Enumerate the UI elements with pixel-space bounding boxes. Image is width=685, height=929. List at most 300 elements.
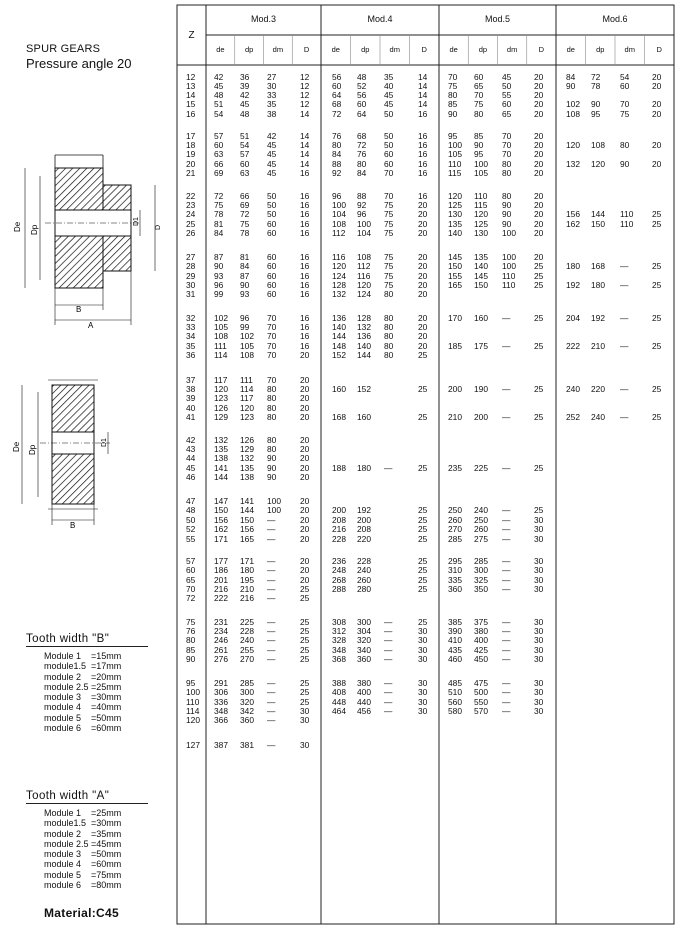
mod4-cell: 152 xyxy=(357,384,371,394)
mod6-cell: 95 xyxy=(591,109,601,119)
mod6-cell: 108 xyxy=(566,109,580,119)
mod6-cell: 80 xyxy=(620,140,630,150)
mod3-cell: 300 xyxy=(240,687,254,697)
mod5-cell: 70 xyxy=(448,72,458,82)
mod3-cell: 25 xyxy=(300,635,310,645)
mod4-cell: 68 xyxy=(357,131,367,141)
mod5-cell: 150 xyxy=(448,261,462,271)
mod4-cell: 16 xyxy=(418,191,428,201)
mod3-cell: — xyxy=(267,524,276,534)
mod5-cell: 20 xyxy=(534,109,544,119)
mod4-cell: 160 xyxy=(332,384,346,394)
mod3-cell: 45 xyxy=(267,159,277,169)
mod4-cell: 112 xyxy=(332,228,346,238)
d1-label-lower: D1 xyxy=(101,438,108,447)
mod3-cell: 342 xyxy=(240,706,254,716)
mod5-cell: 450 xyxy=(474,654,488,664)
mod3-cell: 129 xyxy=(214,412,228,422)
tooth-width-value: =25mm xyxy=(91,808,122,818)
mod6-cell: 252 xyxy=(566,412,580,422)
mod3-cell: 60 xyxy=(214,140,224,150)
tooth-width-value: =45mm xyxy=(91,838,122,849)
mod6-cell: 70 xyxy=(620,99,630,109)
mod5-cell: 30 xyxy=(534,687,544,697)
mod3-cell: 25 xyxy=(300,678,310,688)
mod3-cell: 45 xyxy=(214,81,224,91)
z-value: 40 xyxy=(186,403,196,413)
mod4-cell: 16 xyxy=(418,149,428,159)
z-value: 20 xyxy=(186,159,196,169)
mod5-cell: 295 xyxy=(448,556,462,566)
mod4-cell: 25 xyxy=(418,524,428,534)
mod3-cell: 117 xyxy=(240,393,254,403)
mod4-cell: 104 xyxy=(357,228,371,238)
mod5-cell: 200 xyxy=(448,384,462,394)
mod5-cell: 20 xyxy=(534,131,544,141)
mod3-cell: — xyxy=(267,617,276,627)
mod3-cell: 108 xyxy=(214,331,228,341)
mod4-cell: 92 xyxy=(332,168,342,178)
mod5-cell: — xyxy=(502,524,511,534)
tooth-width-value: =40mm xyxy=(91,702,122,713)
mod3-cell: 320 xyxy=(240,697,254,707)
mod5-cell: — xyxy=(502,678,511,688)
mod3-cell: 20 xyxy=(300,575,310,585)
mod5-cell: 115 xyxy=(448,168,462,178)
z-value: 26 xyxy=(186,228,196,238)
b-label-upper: B xyxy=(76,305,82,314)
mod3-cell: 114 xyxy=(240,384,254,394)
mod3-cell: 20 xyxy=(300,515,310,525)
mod4-cell: 192 xyxy=(357,505,371,515)
mod4-cell: 180 xyxy=(357,463,371,473)
z-value: 22 xyxy=(186,191,196,201)
mod5-cell: 70 xyxy=(502,149,512,159)
mod4-cell: 80 xyxy=(384,350,394,360)
d1-label: D1 xyxy=(133,217,140,226)
mod5-cell: 30 xyxy=(534,706,544,716)
mod3-cell: 261 xyxy=(214,645,228,655)
mod3-cell: 123 xyxy=(240,412,254,422)
mod3-cell: 12 xyxy=(300,99,310,109)
mod4-cell: 25 xyxy=(418,412,428,422)
mod4-cell: 168 xyxy=(332,412,346,422)
mod5-cell: 75 xyxy=(474,99,484,109)
mod4-cell: 360 xyxy=(357,654,371,664)
mod3-cell: 138 xyxy=(214,453,228,463)
mod3-cell: 381 xyxy=(240,740,254,750)
z-value: 19 xyxy=(186,149,196,159)
mod5-cell: 95 xyxy=(474,149,484,159)
mod6-cell: 192 xyxy=(591,313,605,323)
mod3-cell: 60 xyxy=(267,261,277,271)
mod5-cell: 85 xyxy=(448,99,458,109)
mod3-cell: 225 xyxy=(240,617,254,627)
mod4-cell: 30 xyxy=(418,645,428,655)
mod5-cell: 25 xyxy=(534,341,544,351)
tooth-width-value: =80mm xyxy=(91,880,122,891)
z-value: 47 xyxy=(186,496,196,506)
mod6-cell: 84 xyxy=(566,72,576,82)
mod6-cell: 25 xyxy=(652,384,662,394)
mod4-cell: 70 xyxy=(384,168,394,178)
mod4-cell: 92 xyxy=(357,200,367,210)
tooth-width-module: module 4 xyxy=(44,702,82,713)
mod4-cell: 136 xyxy=(332,313,346,323)
mod3-cell: 39 xyxy=(240,81,250,91)
mod3-cell: 81 xyxy=(214,219,224,229)
z-value: 127 xyxy=(186,740,200,750)
mod6-cell: 25 xyxy=(652,313,662,323)
mod5-cell: 475 xyxy=(474,678,488,688)
mod3-cell: — xyxy=(267,575,276,585)
mod3-cell: 12 xyxy=(300,81,310,91)
tooth-width-value: =50mm xyxy=(91,849,122,860)
mod5-cell: 410 xyxy=(448,635,462,645)
mod5-cell: 275 xyxy=(474,534,488,544)
z-value: 31 xyxy=(186,289,196,299)
z-value: 28 xyxy=(186,261,196,271)
mod3-cell: — xyxy=(267,565,276,575)
mod4-cell: 320 xyxy=(357,635,371,645)
mod5-cell: 80 xyxy=(502,168,512,178)
mod3-cell: 20 xyxy=(300,496,310,506)
mod3-cell: — xyxy=(267,715,276,725)
mod3-cell: 25 xyxy=(300,626,310,636)
mod3-cell: 14 xyxy=(300,140,310,150)
mod4-cell: 220 xyxy=(357,534,371,544)
mod3-cell: 93 xyxy=(214,271,224,281)
mod3-cell: 111 xyxy=(214,341,227,351)
mod3-cell: 132 xyxy=(214,435,228,445)
mod4-cell: 388 xyxy=(332,678,346,688)
mod3-cell: 20 xyxy=(300,472,310,482)
mod4-cell: 20 xyxy=(418,313,428,323)
mod4-cell: 112 xyxy=(357,261,371,271)
mod6-cell: 20 xyxy=(652,159,662,169)
mod5-cell: 460 xyxy=(448,654,462,664)
mod3-cell: 50 xyxy=(267,209,277,219)
mod5-cell: 485 xyxy=(448,678,462,688)
mod3-cell: 20 xyxy=(300,403,310,413)
mod4-cell: 68 xyxy=(332,99,342,109)
mod5-cell: 20 xyxy=(534,200,544,210)
mod5-cell: 30 xyxy=(534,626,544,636)
mod5-cell: 30 xyxy=(534,645,544,655)
mod3-cell: 111 xyxy=(240,375,253,385)
mod4-cell: 200 xyxy=(332,505,346,515)
mod4-cell: 25 xyxy=(418,505,428,515)
mod4-cell: 25 xyxy=(418,534,428,544)
mod4-cell: 30 xyxy=(418,678,428,688)
mod3-cell: 16 xyxy=(300,331,310,341)
mod5-cell: 25 xyxy=(534,505,544,515)
mod3-cell: 96 xyxy=(240,313,250,323)
mod4-cell: 20 xyxy=(418,280,428,290)
mod5-cell: 335 xyxy=(448,575,462,585)
mod4-cell: 140 xyxy=(357,341,371,351)
mod4-cell: 228 xyxy=(357,556,371,566)
mod4-cell: 16 xyxy=(418,168,428,178)
mod3-cell: 180 xyxy=(240,565,254,575)
mod3-cell: 16 xyxy=(300,271,310,281)
mod6-cell: 132 xyxy=(566,159,580,169)
mod3-cell: 30 xyxy=(300,740,310,750)
mod5-cell: 175 xyxy=(474,341,488,351)
mod3-cell: 38 xyxy=(267,109,277,119)
tooth-width-value: =75mm xyxy=(91,869,122,880)
mod3-cell: 100 xyxy=(267,496,281,506)
mod4-cell: 40 xyxy=(384,81,394,91)
mod4-cell: — xyxy=(384,678,393,688)
mod5-cell: 30 xyxy=(534,515,544,525)
mod5-cell: — xyxy=(502,556,511,566)
mod6-cell: 110 xyxy=(620,219,634,229)
mod5-cell: 100 xyxy=(502,252,516,262)
z-value: 12 xyxy=(186,72,196,82)
sub-header: D xyxy=(303,45,310,54)
mod5-cell: 400 xyxy=(474,635,488,645)
sub-header: dm xyxy=(506,45,518,54)
mod5-cell: 25 xyxy=(534,261,544,271)
mod3-cell: — xyxy=(267,706,276,716)
z-value: 50 xyxy=(186,515,196,525)
mod3-cell: 144 xyxy=(214,472,228,482)
mod4-cell: 20 xyxy=(418,261,428,271)
mod4-cell: 20 xyxy=(418,200,428,210)
z-header: Z xyxy=(188,30,195,41)
z-value: 100 xyxy=(186,687,200,697)
mod3-cell: — xyxy=(267,626,276,636)
z-value: 14 xyxy=(186,90,196,100)
mod3-cell: 99 xyxy=(240,322,250,332)
mod4-cell: 104 xyxy=(332,209,346,219)
mod5-cell: 120 xyxy=(448,191,462,201)
z-value: 23 xyxy=(186,200,196,210)
mod4-cell: 20 xyxy=(418,252,428,262)
mod3-cell: 162 xyxy=(214,524,228,534)
mod5-cell: 20 xyxy=(534,209,544,219)
mod4-cell: 30 xyxy=(418,654,428,664)
z-value: 24 xyxy=(186,209,196,219)
z-value: 55 xyxy=(186,534,196,544)
mod5-cell: — xyxy=(502,697,511,707)
mod5-cell: — xyxy=(502,645,511,655)
mod5-cell: 25 xyxy=(534,463,544,473)
mod5-cell: 165 xyxy=(448,280,462,290)
z-value: 30 xyxy=(186,280,196,290)
mod3-cell: 171 xyxy=(214,534,228,544)
mod4-cell: 25 xyxy=(418,556,428,566)
mod4-cell: 25 xyxy=(418,350,428,360)
mod5-cell: 325 xyxy=(474,575,488,585)
mod5-cell: 90 xyxy=(502,219,512,229)
mod3-cell: 20 xyxy=(300,375,310,385)
z-value: 34 xyxy=(186,331,196,341)
mod4-cell: 75 xyxy=(384,209,394,219)
mod5-cell: 225 xyxy=(474,463,488,473)
module-header: Mod.3 xyxy=(250,14,276,24)
mod4-cell: 35 xyxy=(384,72,394,82)
z-value: 60 xyxy=(186,565,196,575)
mod4-cell: 20 xyxy=(418,219,428,229)
mod4-cell: 80 xyxy=(357,159,367,169)
mod4-cell: 25 xyxy=(418,565,428,575)
mod3-cell: 216 xyxy=(240,593,254,603)
mod4-cell: 20 xyxy=(418,228,428,238)
mod4-cell: 124 xyxy=(332,271,346,281)
sheet-title: SPUR GEARS xyxy=(26,43,101,55)
mod3-cell: 90 xyxy=(267,453,277,463)
mod3-cell: 70 xyxy=(267,322,277,332)
mod5-cell: 185 xyxy=(448,341,462,351)
module-header: Mod.6 xyxy=(602,14,628,24)
z-value: 65 xyxy=(186,575,196,585)
mod5-cell: — xyxy=(502,635,511,645)
mod6-cell: 25 xyxy=(652,341,662,351)
mod4-cell: 136 xyxy=(357,331,371,341)
mod4-cell: 20 xyxy=(418,341,428,351)
mod4-cell: 76 xyxy=(332,131,342,141)
mod5-cell: 250 xyxy=(448,505,462,515)
mod3-cell: 30 xyxy=(267,81,277,91)
mod4-cell: 340 xyxy=(357,645,371,655)
mod4-cell: 60 xyxy=(384,159,394,169)
mod5-cell: — xyxy=(502,463,511,473)
mod4-cell: 75 xyxy=(384,261,394,271)
dp-label-lower: Dp xyxy=(28,444,37,455)
z-value: 27 xyxy=(186,252,196,262)
mod3-cell: 99 xyxy=(214,289,224,299)
mod3-cell: 57 xyxy=(240,149,250,159)
mod4-cell: 268 xyxy=(332,575,346,585)
tooth-width-b-heading: Tooth width "B" xyxy=(26,633,148,647)
mod5-cell: 20 xyxy=(534,149,544,159)
mod5-cell: 20 xyxy=(534,159,544,169)
mod3-cell: 20 xyxy=(300,444,310,454)
mod4-cell: 440 xyxy=(357,697,371,707)
mod4-cell: 25 xyxy=(418,617,428,627)
mod4-cell: — xyxy=(384,635,393,645)
mod3-cell: 45 xyxy=(267,168,277,178)
mod3-cell: 48 xyxy=(214,90,224,100)
mod4-cell: 25 xyxy=(418,584,428,594)
tooth-width-value: =60mm xyxy=(91,723,122,734)
mod3-cell: 25 xyxy=(300,654,310,664)
mod5-cell: 20 xyxy=(534,191,544,201)
z-value: 80 xyxy=(186,635,196,645)
tooth-width-module: module 2 xyxy=(44,828,82,839)
mod4-cell: 56 xyxy=(357,90,367,100)
mod3-cell: 129 xyxy=(240,444,254,454)
mod3-cell: 20 xyxy=(300,412,310,422)
mod3-cell: 50 xyxy=(267,200,277,210)
z-value: 21 xyxy=(186,168,196,178)
mod3-cell: 228 xyxy=(240,626,254,636)
mod5-cell: 145 xyxy=(474,271,488,281)
mod5-cell: 425 xyxy=(474,645,488,655)
mod4-cell: 60 xyxy=(332,81,342,91)
mod4-cell: 75 xyxy=(384,271,394,281)
mod3-cell: 291 xyxy=(214,678,228,688)
sheet-subtitle: Pressure angle 20 xyxy=(26,56,132,71)
z-value: 37 xyxy=(186,375,196,385)
mod6-cell: 25 xyxy=(652,412,662,422)
mod5-cell: 510 xyxy=(448,687,462,697)
mod6-cell: 210 xyxy=(591,341,605,351)
mod4-cell: 30 xyxy=(418,687,428,697)
sub-header: dm xyxy=(389,45,400,54)
mod4-cell: — xyxy=(384,645,393,655)
mod3-cell: 25 xyxy=(300,645,310,655)
mod3-cell: 70 xyxy=(267,331,277,341)
mod4-cell: 188 xyxy=(332,463,346,473)
mod5-cell: — xyxy=(502,384,511,394)
mod6-cell: — xyxy=(620,261,629,271)
mod5-cell: 70 xyxy=(474,90,484,100)
z-value: 120 xyxy=(186,715,200,725)
mod4-cell: 304 xyxy=(357,626,371,636)
mod3-cell: 90 xyxy=(214,261,224,271)
z-value: 70 xyxy=(186,584,196,594)
mod3-cell: 81 xyxy=(240,252,250,262)
mod6-cell: 102 xyxy=(566,99,580,109)
sub-header: D xyxy=(656,45,662,54)
mod3-cell: 72 xyxy=(240,209,250,219)
mod3-cell: 90 xyxy=(267,472,277,482)
mod3-cell: 70 xyxy=(267,341,277,351)
mod3-cell: 90 xyxy=(267,463,277,473)
mod3-cell: 16 xyxy=(300,252,310,262)
z-value: 25 xyxy=(186,219,196,229)
mod3-cell: 48 xyxy=(240,109,250,119)
mod4-cell: — xyxy=(384,706,393,716)
sub-header: dm xyxy=(624,45,635,54)
mod4-cell: 308 xyxy=(332,617,346,627)
mod3-cell: 57 xyxy=(214,131,224,141)
mod3-cell: 42 xyxy=(267,131,277,141)
z-value: 85 xyxy=(186,645,196,655)
mod3-cell: 186 xyxy=(214,565,228,575)
mod3-cell: 60 xyxy=(267,280,277,290)
tooth-width-module: module 3 xyxy=(44,692,82,703)
mod3-cell: 69 xyxy=(214,168,224,178)
mod6-cell: 192 xyxy=(566,280,580,290)
mod3-cell: 132 xyxy=(240,453,254,463)
tooth-width-value: =30mm xyxy=(91,818,122,829)
tooth-width-value: =15mm xyxy=(91,651,122,661)
tooth-width-module: module 5 xyxy=(44,712,82,723)
mod6-cell: 72 xyxy=(591,72,601,82)
mod4-cell: 96 xyxy=(332,191,342,201)
mod4-cell: 312 xyxy=(332,626,346,636)
mod5-cell: 20 xyxy=(534,81,544,91)
mod5-cell: — xyxy=(502,534,511,544)
mod4-cell: 25 xyxy=(418,463,428,473)
mod5-cell: 145 xyxy=(448,252,462,262)
mod4-cell: 70 xyxy=(384,191,394,201)
mod3-cell: 16 xyxy=(300,341,310,351)
mod3-cell: 14 xyxy=(300,159,310,169)
mod5-cell: 20 xyxy=(534,252,544,262)
mod3-cell: 80 xyxy=(267,435,277,445)
mod3-cell: 78 xyxy=(214,209,224,219)
mod4-cell: 75 xyxy=(384,200,394,210)
mod4-cell: 260 xyxy=(357,575,371,585)
mod6-cell: 144 xyxy=(591,209,605,219)
mod3-cell: 78 xyxy=(240,228,250,238)
mod4-cell: 132 xyxy=(357,322,371,332)
